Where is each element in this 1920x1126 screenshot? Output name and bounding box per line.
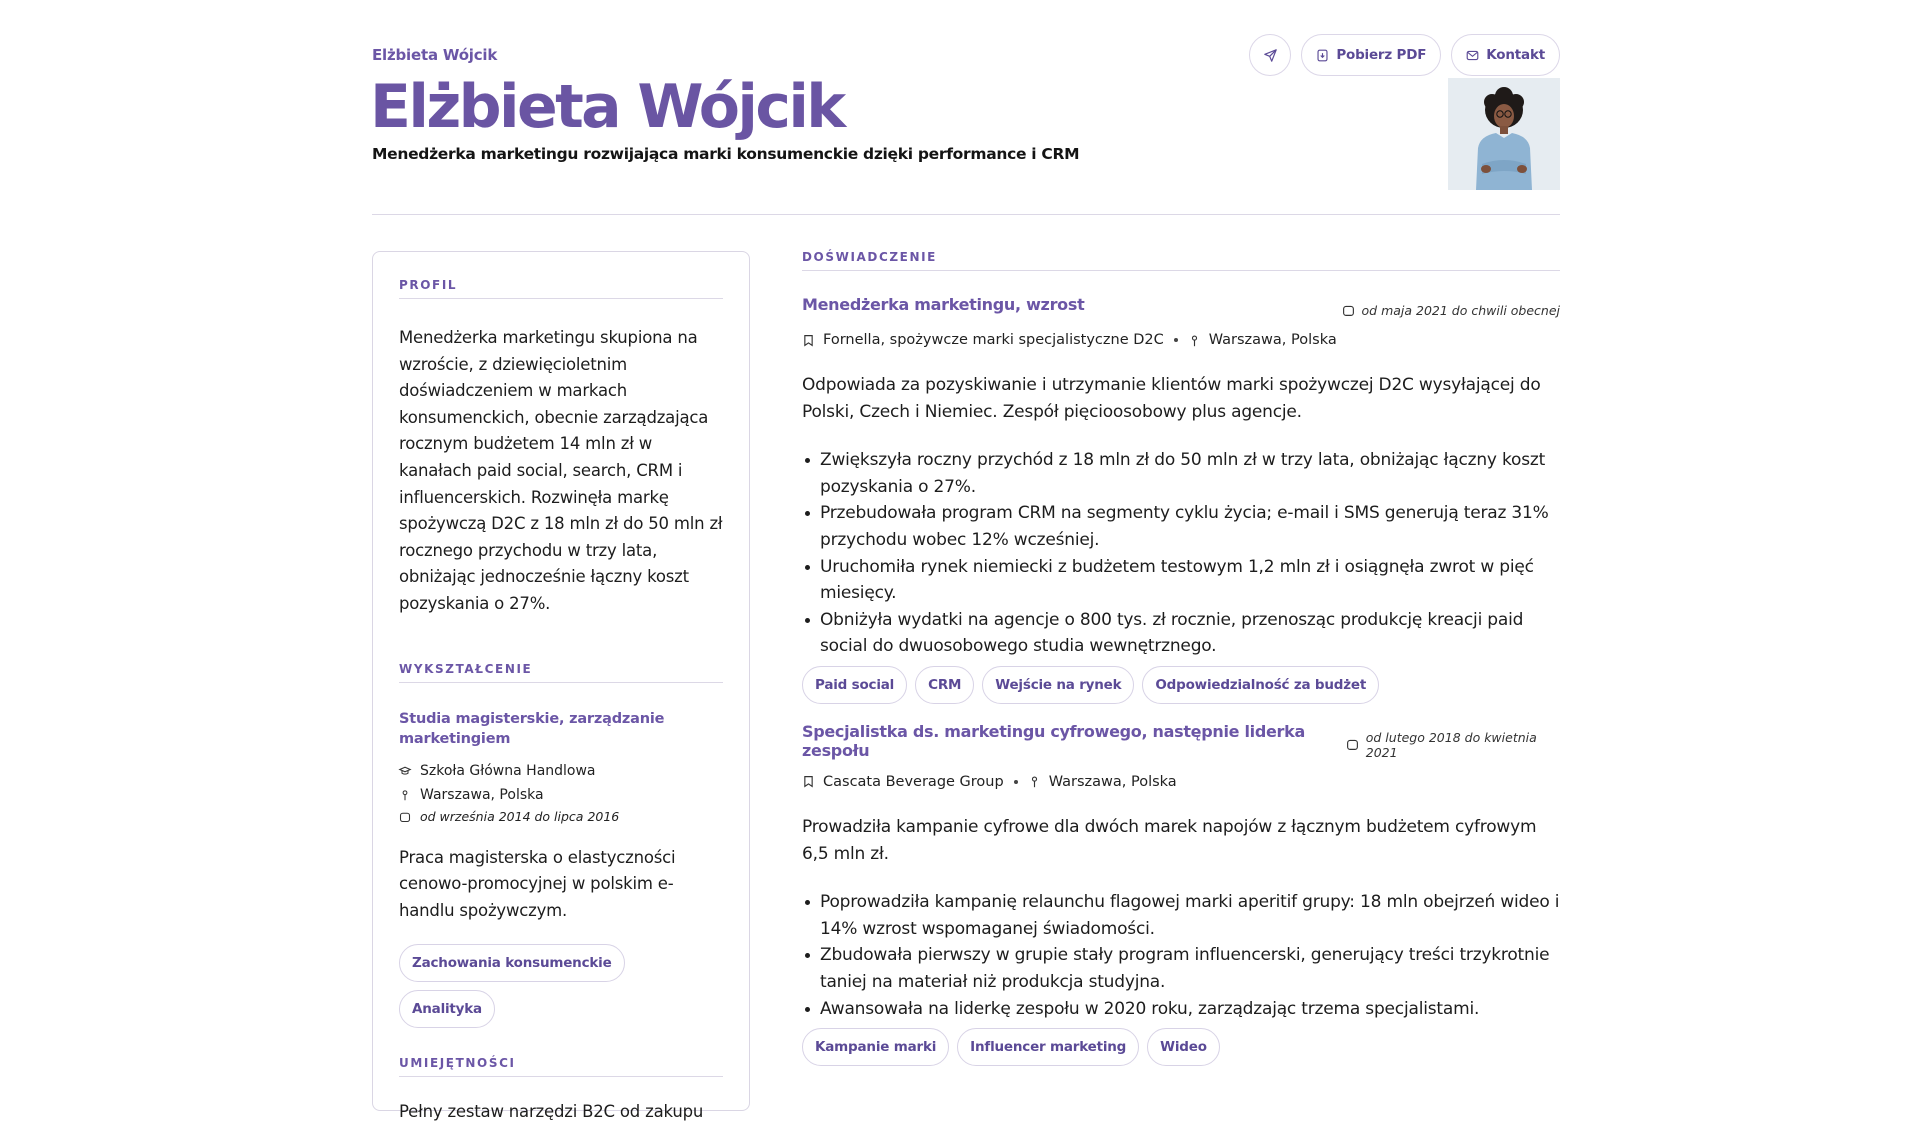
calendar-icon	[399, 811, 411, 823]
contact-label: Kontakt	[1486, 47, 1545, 63]
job-date-range: od maja 2021 do chwili obecnej	[1361, 303, 1560, 318]
job-entry	[802, 722, 1560, 1066]
separator-dot	[1174, 338, 1178, 342]
bookmark-icon	[802, 334, 815, 347]
job-tags	[802, 1028, 1560, 1066]
list-item: Zbudowała pierwszy w grupie stały program influencerski, generujący treści trzykrotnie taniej na materiał niż produkcja studyjna.	[802, 942, 1560, 995]
header-actions	[1249, 34, 1560, 76]
education-location	[399, 783, 723, 807]
send-icon	[1264, 49, 1277, 62]
location-pin-icon	[1028, 775, 1041, 788]
header-divider	[372, 214, 1560, 215]
job-title: Specjalistka ds. marketingu cyfrowego, następnie liderka zespołu	[802, 721, 1305, 760]
experience-section-title: DOŚWIADCZENIE	[802, 250, 1560, 271]
location-pin-icon	[1188, 334, 1201, 347]
list-item: Awansowała na liderkę zespołu w 2020 roku, zarządzając trzema specjalistami.	[802, 996, 1560, 1023]
skills-summary: Pełny zestaw narzędzi B2C od zakupu	[399, 1102, 704, 1122]
education-dates	[399, 807, 723, 827]
school-name: Szkoła Główna Handlowa	[420, 762, 596, 779]
tag-chip: CRM	[915, 666, 974, 704]
share-button[interactable]	[1249, 34, 1291, 76]
education-school	[399, 759, 723, 783]
company-name: Cascata Beverage Group	[823, 773, 1004, 790]
experience-section	[802, 250, 1560, 1066]
list-item: Przebudowała program CRM na segmenty cyklu życia; e-mail i SMS generują teraz 31% przychodu wobec 12% wcześniej.	[802, 500, 1560, 553]
job-dates	[1346, 730, 1560, 760]
location-pin-icon	[399, 789, 411, 801]
calendar-icon	[1346, 738, 1359, 751]
tag-chip: Wejście na rynek	[982, 666, 1134, 704]
skills-section-title: UMIEJĘTNOŚCI	[399, 1056, 723, 1077]
contact-button[interactable]	[1451, 34, 1560, 76]
profile-section-title: PROFIL	[399, 278, 723, 299]
job-date-range: od lutego 2018 do kwietnia 2021	[1365, 729, 1537, 760]
job-title: Menedżerka marketingu, wzrost	[802, 295, 1085, 314]
list-item: Zwiększyła roczny przychód z 18 mln zł do 50 mln zł w trzy lata, obniżając łączny koszt pozyskania o 27%.	[802, 447, 1560, 500]
job-achievements	[802, 447, 1560, 660]
job-meta	[802, 774, 1560, 790]
download-pdf-button[interactable]	[1301, 34, 1441, 76]
education-tags	[399, 944, 723, 1028]
job-meta	[802, 332, 1560, 348]
tag-chip: Wideo	[1147, 1028, 1220, 1066]
calendar-icon	[1342, 304, 1355, 317]
list-item: Obniżyła wydatki na agencje o 800 tys. zł rocznie, przenosząc produkcję kreacji paid social do dwuosobowego studia wewnętrznego.	[802, 607, 1560, 660]
job-tags	[802, 666, 1560, 704]
bookmark-icon	[802, 775, 815, 788]
download-file-icon	[1316, 49, 1329, 62]
tag-chip: Odpowiedzialność za budżet	[1142, 666, 1379, 704]
job-dates	[1342, 303, 1560, 318]
separator-dot	[1014, 780, 1018, 784]
sidebar	[372, 251, 750, 1122]
list-item: Uruchomiła rynek niemiecki z budżetem testowym 1,2 mln zł i osiągnęła zwrot w pięć miesięcy.	[802, 554, 1560, 607]
job-location: Warszawa, Polska	[1208, 332, 1337, 348]
education-date-range: od września 2014 do lipca 2016	[420, 809, 620, 825]
job-entry	[802, 295, 1560, 704]
download-pdf-label: Pobierz PDF	[1336, 47, 1427, 63]
tag-chip: Influencer marketing	[957, 1028, 1139, 1066]
tag-chip: Analityka	[399, 990, 495, 1028]
resume-page	[370, 0, 1560, 1122]
job-location: Warszawa, Polska	[1048, 773, 1177, 790]
job-achievements	[802, 889, 1560, 1022]
profile-summary: Menedżerka marketingu skupiona na wzroście, z dziewięcioletnim doświadczeniem w markach konsumenckich, obecnie zarządzająca rocznym budżetem 14 mln zł w kanałach paid social, search, CRM i influencerskich. Rozwinęła markę spożywczą D2C z 18 mln zł do 50 mln zł rocznego przychodu w trzy lata, obniżając jednocześnie łączny koszt pozyskania o 27%.	[399, 328, 723, 613]
education-section-title: WYKSZTAŁCENIE	[399, 662, 723, 683]
graduation-cap-icon	[399, 765, 411, 777]
headline: Menedżerka marketingu rozwijająca marki konsumenckie dzięki performance i CRM	[372, 145, 1080, 163]
page-title: Elżbieta Wójcik	[370, 72, 844, 142]
breadcrumb[interactable]: Elżbieta Wójcik	[372, 46, 498, 64]
mail-icon	[1466, 49, 1479, 62]
school-location: Warszawa, Polska	[420, 786, 544, 803]
education-degree: Studia magisterskie, zarządzanie marketingiem	[399, 710, 665, 747]
list-item: Poprowadziła kampanię relaunchu flagowej marki aperitif grupy: 18 mln obejrzeń wideo i 14% wzrost wspomaganej świadomości.	[802, 889, 1560, 942]
education-description: Praca magisterska o elastyczności cenowo-promocyjnej w polskim e-handlu spożywczym.	[399, 847, 676, 920]
tag-chip: Paid social	[802, 666, 907, 704]
tag-chip: Kampanie marki	[802, 1028, 949, 1066]
job-description: Odpowiada za pozyskiwanie i utrzymanie klientów marki spożywczej D2C wysyłającej do Polski, Czech i Niemiec. Zespół pięcioosobowy plus agencje.	[802, 375, 1541, 422]
company-name: Fornella, spożywcze marki specjalistyczne D2C	[823, 332, 1164, 348]
tag-chip: Zachowania konsumenckie	[399, 944, 625, 982]
job-description: Prowadziła kampanie cyfrowe dla dwóch marek napojów z łącznym budżetem cyfrowym 6,5 mln zł.	[802, 816, 1537, 864]
profile-photo	[1448, 78, 1560, 190]
